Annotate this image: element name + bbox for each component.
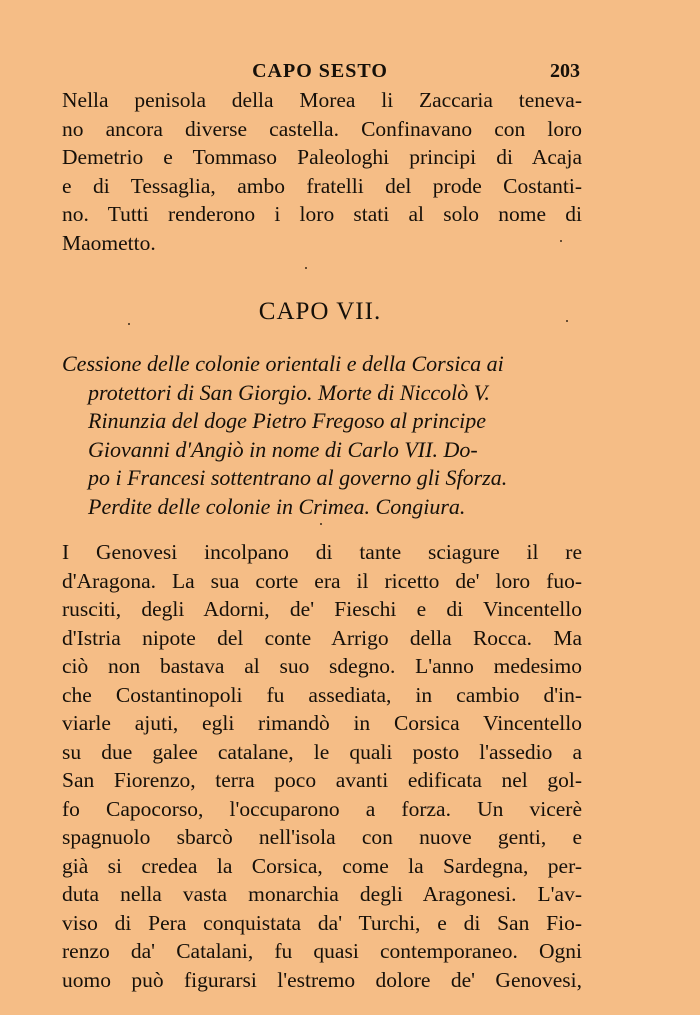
body-line: duta nella vasta monarchia degli Aragonesi. L'av-: [62, 882, 582, 906]
intro-line: no. Tutti renderono i loro stati al solo nome di: [62, 202, 582, 226]
summary-line: protettori di San Giorgio. Morte di Niccolò V.: [88, 379, 490, 405]
body-line: già si credea la Corsica, come la Sardegna, per-: [62, 853, 582, 878]
body-line: spagnuolo sbarcò nell'isola con nuove genti, e: [62, 825, 582, 849]
intro-line: e di Tessaglia, ambo fratelli del prode Costanti-: [62, 173, 582, 198]
summary-line: Rinunzia del doge Pietro Fregoso al principe: [88, 408, 486, 433]
summary-line: Perdite delle colonie in Crimea. Congiura.: [88, 493, 466, 519]
body-line: d'Aragona. La sua corte era il ricetto de' loro fuo-: [62, 568, 582, 593]
summary-line: Giovanni d'Angiò in nome di Carlo VII. Do-: [88, 436, 478, 462]
chapter-summary: [62, 350, 592, 521]
intro-line: Demetrio e Tommaso Paleologhi principi di Acaja: [62, 145, 582, 169]
body-line: d'Istria nipote del conte Arrigo della Rocca. Ma: [62, 625, 582, 650]
intro-paragraph: [62, 86, 582, 257]
running-head: [60, 60, 580, 88]
page-number: 203: [550, 60, 580, 82]
body-line: viarle ajuti, egli rimandò in Corsica Vincentello: [62, 711, 582, 735]
print-speck: [566, 320, 568, 322]
body-line: San Fiorenzo, terra poco avanti edificata nel gol-: [62, 768, 582, 792]
body-line: su due galee catalane, le quali posto l'assedio a: [62, 739, 582, 764]
chapter-heading: CAPO VII.: [258, 298, 382, 325]
body-line: fo Capocorso, l'occuparono a forza. Un vicerè: [62, 796, 582, 821]
body-line: uomo può figurarsi l'estremo dolore de' Genovesi,: [62, 967, 582, 992]
running-title: CAPO SESTO: [252, 60, 388, 82]
summary-line: po i Francesi sottentrano al governo gli Sforza.: [88, 465, 508, 490]
print-speck: [320, 523, 322, 525]
body-line: ciò non bastava al suo sdegno. L'anno medesimo: [62, 654, 582, 678]
body-paragraph: [62, 538, 582, 994]
body-line: rusciti, degli Adorni, de' Fieschi e di Vincentello: [62, 597, 582, 621]
print-speck: [128, 323, 130, 325]
print-speck: [560, 240, 562, 242]
body-line: che Costantinopoli fu assediata, in cambio d'in-: [62, 682, 582, 707]
intro-line: Maometto.: [62, 230, 156, 255]
intro-line: no ancora diverse castella. Confinavano con loro: [62, 116, 582, 141]
print-speck: [305, 267, 307, 269]
body-line: I Genovesi incolpano di tante sciagure il re: [62, 540, 582, 564]
body-line: renzo da' Catalani, fu quasi contemporaneo. Ogni: [62, 939, 582, 963]
summary-line: Cessione delle colonie orientali e della Corsica ai: [62, 351, 504, 376]
body-line: viso di Pera conquistata da' Turchi, e di San Fio-: [62, 910, 582, 935]
intro-line: Nella penisola della Morea li Zaccaria teneva-: [62, 88, 582, 112]
